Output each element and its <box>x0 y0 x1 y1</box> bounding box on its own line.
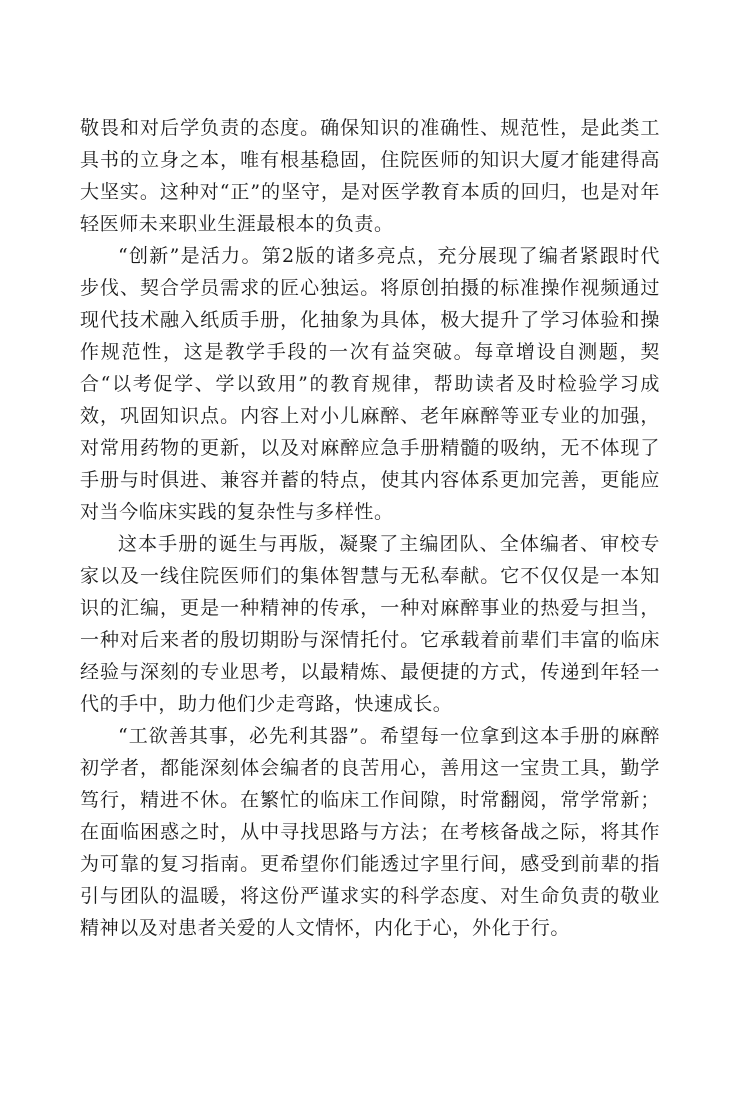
document-body <box>80 112 660 944</box>
paragraph-innovation: “创新”是活力。第2版的诸多亮点，充分展现了编者紧跟时代步伐、契合学员需求的匠心独运。将原创拍摄的标准操作视频通过现代技术融入纸质手册，化抽象为具体，极大提升了学习体验和操作规范性，这是教学手段的一次有益突破。每章增设自测题，契合“以考促学、学以致用”的教育规律，帮助读者及时检验学习成效，巩固知识点。内容上对小儿麻醉、老年麻醉等亚专业的加强，对常用药物的更新，以及对麻醉应急手册精髓的吸纳，无不体现了手册与时俱进、兼容并蓄的特点，使其内容体系更加完善，更能应对当今临床实践的复杂性与多样性。 <box>80 245 660 523</box>
paragraph-handbook-birth: 这本手册的诞生与再版，凝聚了主编团队、全体编者、审校专家以及一线住院医师们的集体智慧与无私奉献。它不仅仅是一本知识的汇编，更是一种精神的传承，一种对麻醉事业的热爱与担当，一种对后来者的殷切期盼与深情托付。它承载着前辈们丰富的临床经验与深刻的专业思考，以最精炼、最便捷的方式，传递到年轻一代的手中，助力他们少走弯路，快速成长。 <box>80 533 660 715</box>
paragraph-hope: “工欲善其事，必先利其器”。希望每一位拿到这本手册的麻醉初学者，都能深刻体会编者的良苦用心，善用这一宝贵工具，勤学笃行，精进不休。在繁忙的临床工作间隙，时常翻阅，常学常新；在面临困惑之时，从中寻找思路与方法；在考核备战之际，将其作为可靠的复习指南。更希望你们能透过字里行间，感受到前辈的指引与团队的温暖，将这份严谨求实的科学态度、对生命负责的敬业精神以及对患者关爱的人文情怀，内化于心，外化于行。 <box>80 725 660 939</box>
paragraph-continuation: 敬畏和对后学负责的态度。确保知识的准确性、规范性，是此类工具书的立身之本，唯有根基稳固，住院医师的知识大厦才能建得高大坚实。这种对“正”的坚守，是对医学教育本质的回归，也是对年轻医师未来职业生涯最根本的负责。 <box>80 117 660 235</box>
